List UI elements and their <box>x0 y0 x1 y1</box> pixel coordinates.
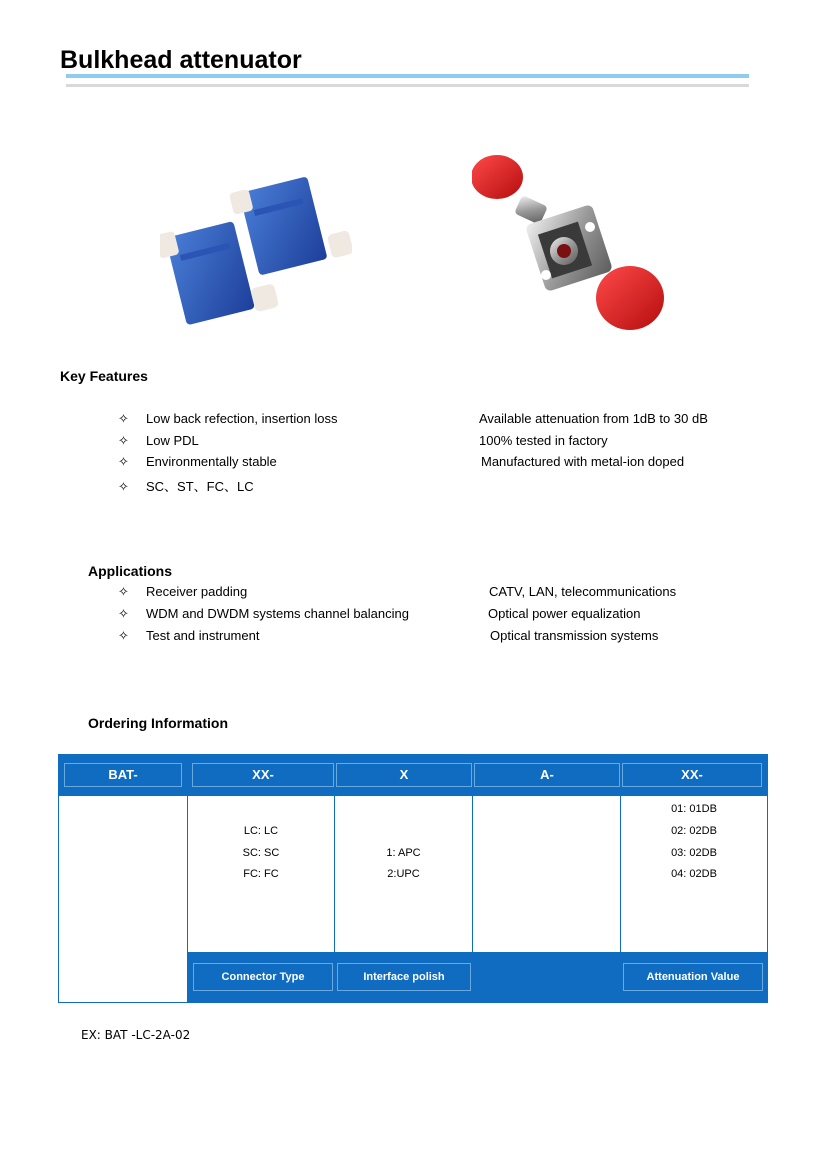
attenuation-option: 03: 02DB <box>671 847 717 859</box>
application-item-right: Optical transmission systems <box>490 628 659 643</box>
application-item: ✧ Test and instrument <box>118 628 260 643</box>
attenuation-option: 04: 02DB <box>671 868 717 880</box>
applications-heading: Applications <box>88 563 173 579</box>
title-underline-blue <box>66 74 749 78</box>
example-code: EX: BAT -LC-2A-02 <box>81 1028 191 1042</box>
connector-option: FC: FC <box>243 868 279 880</box>
feature-item: ✧ Low PDL <box>118 433 199 448</box>
feature-item: ✧ Low back refection, insertion loss <box>118 411 338 426</box>
column-header-bat: BAT- <box>64 763 182 787</box>
fc-attenuator-photo <box>472 155 666 333</box>
ordering-table <box>58 754 768 1003</box>
application-item: ✧ Receiver padding <box>118 584 248 599</box>
column-header-a: A- <box>474 763 620 787</box>
attenuation-option: 01: 01DB <box>671 803 717 815</box>
page-title: Bulkhead attenuator <box>60 46 302 74</box>
ordering-heading: Ordering Information <box>88 715 228 731</box>
footer-connector-type: Connector Type <box>193 963 333 991</box>
key-features-heading: Key Features <box>60 368 148 384</box>
connector-option: LC: LC <box>243 825 279 837</box>
footer-attenuation-value: Attenuation Value <box>623 963 763 991</box>
footer-interface-polish: Interface polish <box>337 963 471 991</box>
column-header-polish: X <box>336 763 472 787</box>
table-border-left <box>58 754 59 1003</box>
feature-item-right: Available attenuation from 1dB to 30 dB <box>479 411 708 426</box>
table-border-bottom <box>58 1002 188 1003</box>
feature-item: ✧ Environmentally stable <box>118 454 277 469</box>
title-underline-gray <box>66 84 749 87</box>
feature-item-right: 100% tested in factory <box>479 433 608 448</box>
column-header-attenuation: XX- <box>622 763 762 787</box>
feature-item-right: Manufactured with metal-ion doped <box>481 454 685 469</box>
attenuation-option: 02: 02DB <box>671 825 717 837</box>
polish-option: 2:UPC <box>387 868 420 880</box>
application-item: ✧ WDM and DWDM systems channel balancing <box>118 606 409 621</box>
polish-option: 1: APC <box>386 847 421 859</box>
connector-option: SC: SC <box>242 847 280 859</box>
application-item-right: CATV, LAN, telecommunications <box>489 584 677 599</box>
lc-attenuator-photo <box>160 172 352 334</box>
feature-item: ✧ SC、ST、FC、LC <box>118 479 254 494</box>
column-header-connector: XX- <box>192 763 334 787</box>
application-item-right: Optical power equalization <box>488 606 641 621</box>
